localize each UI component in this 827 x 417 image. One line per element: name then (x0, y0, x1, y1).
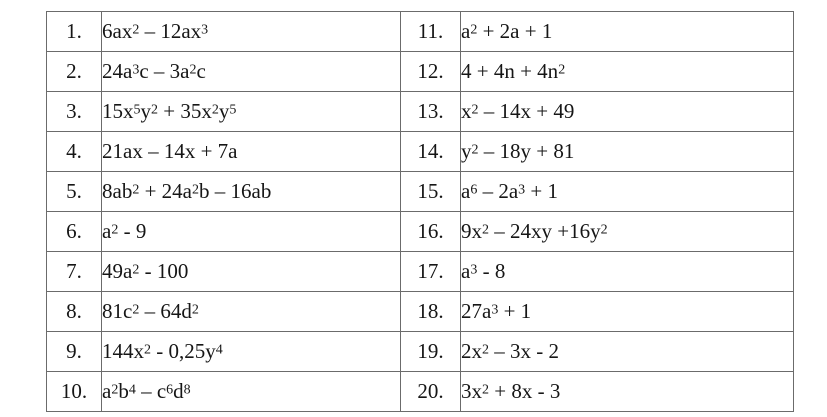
superscript-exponent: 2 (144, 342, 151, 358)
superscript-exponent: 8 (183, 382, 191, 398)
problem-expression: $24a^3c - 3a^2c$ (102, 52, 401, 92)
problem-expression: $4 + 4n + 4n^2$ (461, 52, 794, 92)
problem-expression: $x^2 - 14x + 49$ (461, 92, 794, 132)
superscript-exponent: 2 (211, 102, 219, 118)
problem-number: 8. (47, 292, 102, 332)
problem-number: 9. (47, 332, 102, 372)
superscript-exponent: 2 (191, 302, 199, 318)
problem-number: 15. (401, 172, 461, 212)
superscript-exponent: 2 (558, 62, 566, 78)
problem-expression: $6ax^2 - 12ax^3$ (102, 12, 401, 52)
table-row (47, 332, 794, 372)
table-row (47, 132, 794, 172)
problem-number: 7. (47, 252, 102, 292)
superscript-exponent: 2 (132, 262, 140, 278)
problem-expression: $a^6 - 2a^3 + 1$ (461, 172, 794, 212)
problem-number: 10. (47, 372, 102, 412)
problem-expression: $81c^2 - 64d^2$ (102, 292, 401, 332)
superscript-exponent: 2 (482, 342, 489, 358)
problem-expression: $3x^2 + 8x - 3$ (461, 372, 794, 412)
superscript-exponent: 2 (111, 222, 119, 238)
superscript-exponent: 2 (192, 182, 199, 198)
superscript-exponent: 6 (470, 182, 478, 198)
superscript-exponent: 4 (215, 342, 223, 358)
table-row (47, 12, 794, 52)
table-row (47, 92, 794, 132)
problem-number: 5. (47, 172, 102, 212)
superscript-exponent: 6 (166, 382, 174, 398)
problem-expression: $8ab^2 + 24a^2b - 16ab$ (102, 172, 401, 212)
problem-number: 3. (47, 92, 102, 132)
table-row (47, 212, 794, 252)
superscript-exponent: 4 (128, 382, 136, 398)
table-row (47, 372, 794, 412)
problem-number: 2. (47, 52, 102, 92)
problem-number: 14. (401, 132, 461, 172)
superscript-exponent: 2 (471, 102, 479, 118)
superscript-exponent: 2 (151, 102, 158, 118)
superscript-exponent: 2 (132, 302, 140, 318)
problem-expression: $y^2 - 18y + 81$ (461, 132, 794, 172)
problem-expression: $49a^2 - 100$ (102, 252, 401, 292)
superscript-exponent: 3 (201, 22, 209, 38)
problem-number: 4. (47, 132, 102, 172)
superscript-exponent: 2 (132, 182, 140, 198)
problem-expression: $9x^2 - 24xy +16y^2$ (461, 212, 794, 252)
superscript-exponent: 2 (600, 222, 608, 238)
superscript-exponent: 2 (482, 382, 489, 398)
problem-number: 18. (401, 292, 461, 332)
problem-number: 17. (401, 252, 461, 292)
problem-number: 13. (401, 92, 461, 132)
superscript-exponent: 5 (229, 102, 237, 118)
problem-number: 12. (401, 52, 461, 92)
problem-expression: $a^2 + 2a + 1$ (461, 12, 794, 52)
problem-number: 6. (47, 212, 102, 252)
table-row (47, 52, 794, 92)
superscript-exponent: 2 (482, 222, 489, 238)
superscript-exponent: 2 (470, 22, 478, 38)
problem-expression: $144x^2 - 0,25y^4$ (102, 332, 401, 372)
problem-expression: $a^2 - 9$ (102, 212, 401, 252)
problem-expression: $a^3 - 8$ (461, 252, 794, 292)
superscript-exponent: 3 (491, 302, 499, 318)
superscript-exponent: 3 (518, 182, 526, 198)
problem-number: 11. (401, 12, 461, 52)
superscript-exponent: 2 (471, 142, 479, 158)
table-body (47, 12, 794, 412)
table-row (47, 292, 794, 332)
problem-expression: 21ax – 14x + 7a (102, 132, 401, 172)
superscript-exponent: 3 (470, 262, 478, 278)
factoring-problems-table (46, 11, 794, 412)
superscript-exponent: 5 (133, 102, 141, 118)
superscript-exponent: 2 (132, 22, 140, 38)
superscript-exponent: 2 (111, 382, 119, 398)
problem-number: 1. (47, 12, 102, 52)
table-row (47, 172, 794, 212)
problem-expression: $27a^3 + 1$ (461, 292, 794, 332)
problem-number: 20. (401, 372, 461, 412)
problem-number: 19. (401, 332, 461, 372)
problem-expression: $15x^5y^2 + 35x^2y^5$ (102, 92, 401, 132)
table-row (47, 252, 794, 292)
problem-number: 16. (401, 212, 461, 252)
problem-expression: $2x^2 - 3x - 2$ (461, 332, 794, 372)
superscript-exponent: 2 (189, 62, 197, 78)
problem-expression: $a^2b^4 - c^6d^8$ (102, 372, 401, 412)
superscript-exponent: 3 (132, 62, 140, 78)
